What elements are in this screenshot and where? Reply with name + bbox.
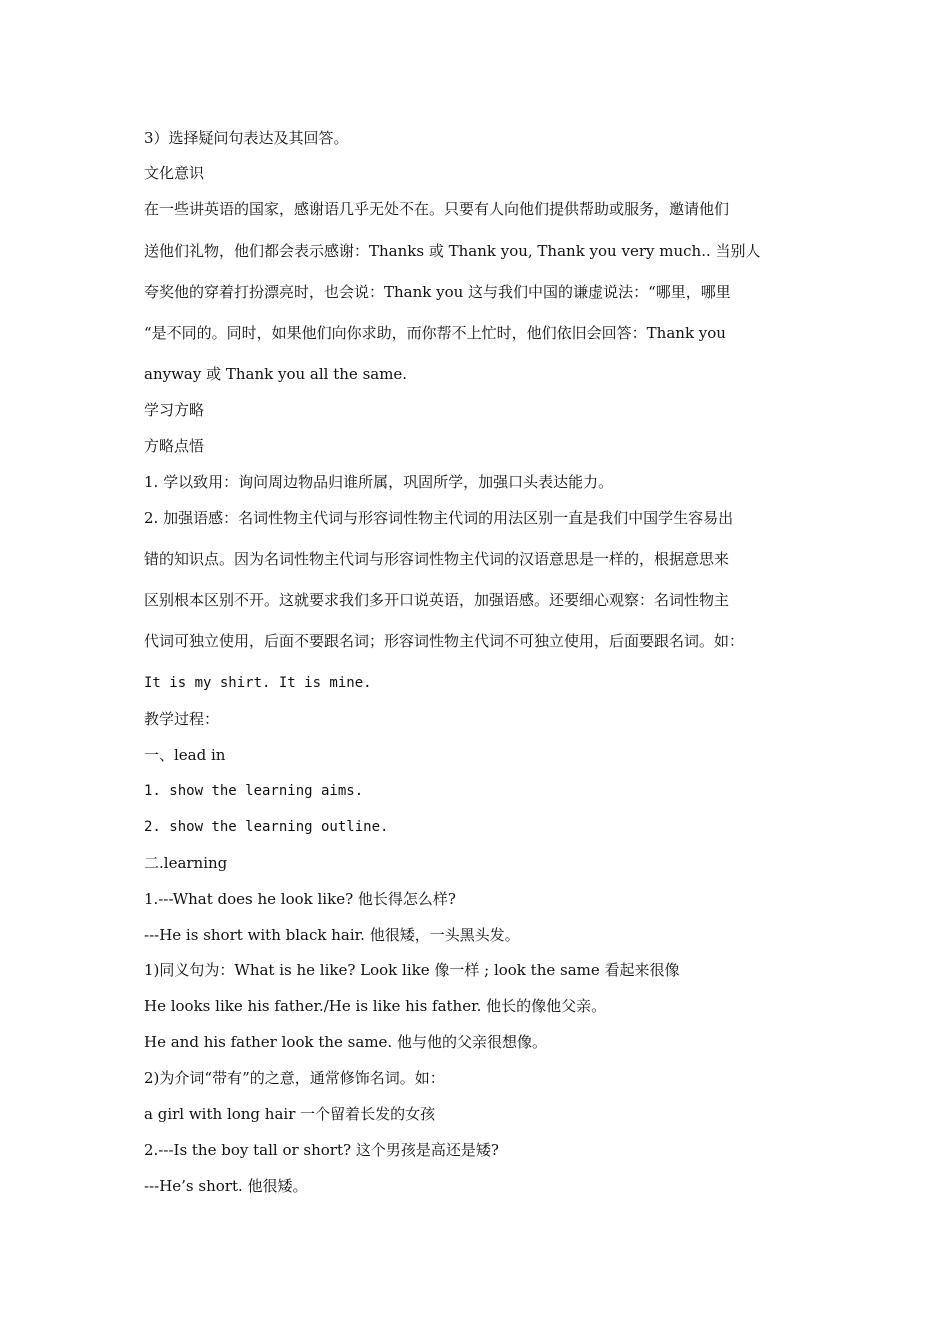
text-line-learning-outline: 2. show the learning outline. [144,819,389,835]
text-line-choice-questions: 3）选择疑问句表达及其回答。 [144,129,349,147]
text-line-lead-in: 一、lead in [144,746,226,764]
text-line-culture-5: anyway 或 Thank you all the same. [144,365,408,383]
heading-learning-strategy: 学习方略 [144,401,205,419]
text-line-q2: 2.---Is the boy tall or short? 这个男孩是高还是矮? [144,1141,499,1159]
text-line-look-the-same: He and his father look the same. 他与他的父亲很想像。 [144,1033,547,1051]
text-line-culture-2: 送他们礼物，他们都会表示感谢：Thanks 或 Thank you, Thank you very much.. 当别人 [144,242,761,260]
text-line-culture-4: “是不同的。同时，如果他们向你求助，而你帮不上忙时，他们依旧会回答：Thank you [144,324,726,342]
text-line-culture-1: 在一些讲英语的国家，感谢语几乎无处不在。只要有人向他们提供帮助或服务，邀请他们 [144,200,730,218]
text-line-a1: ---He is short with black hair. 他很矮，一头黑头发。 [144,926,520,944]
heading-culture-awareness: 文化意识 [144,164,205,182]
text-line-tip-2c: 区别根本区别不开。这就要求我们多开口说英语，加强语感。还要细心观察：名词性物主 [144,591,730,609]
heading-teaching-process: 教学过程： [144,710,220,728]
text-line-learning: 二.learning [144,854,228,872]
text-line-tip-1: 1. 学以致用：询问周边物品归谁所属，巩固所学，加强口头表达能力。 [144,473,614,491]
text-line-culture-3: 夸奖他的穿着打扮漂亮时，也会说：Thank you 这与我们中国的谦虚说法：“哪里，哪里 [144,283,731,301]
text-line-q1: 1.---What does he look like? 他长得怎么样? [144,890,456,908]
text-line-a2: ---He’s short. 他很矮。 [144,1177,308,1195]
text-line-tip-2d: 代词可独立使用，后面不要跟名词；形容词性物主代词不可独立使用，后面要跟名词。如： [144,632,745,650]
text-line-looks-like: He looks like his father./He is like his father. 他长的像他父亲。 [144,997,607,1015]
text-line-synonym: 1)同义句为：What is he like? Look like 像一样 ; look the same 看起来很像 [144,961,680,979]
text-line-tip-2b: 错的知识点。因为名词性物主代词与形容词性物主代词的汉语意思是一样的，根据意思来 [144,550,730,568]
text-line-tip-2a: 2. 加强语感：名词性物主代词与形容词性物主代词的用法区别一直是我们中国学生容易出 [144,509,734,527]
text-line-example-mine: It is my shirt. It is mine. [144,675,372,691]
text-line-learning-aims: 1. show the learning aims. [144,783,364,799]
heading-strategy-tips: 方略点悟 [144,437,205,455]
text-line-preposition-with: 2)为介词“带有”的之意，通常修饰名词。如： [144,1069,445,1087]
text-line-long-hair: a girl with long hair 一个留着长发的女孩 [144,1105,436,1123]
